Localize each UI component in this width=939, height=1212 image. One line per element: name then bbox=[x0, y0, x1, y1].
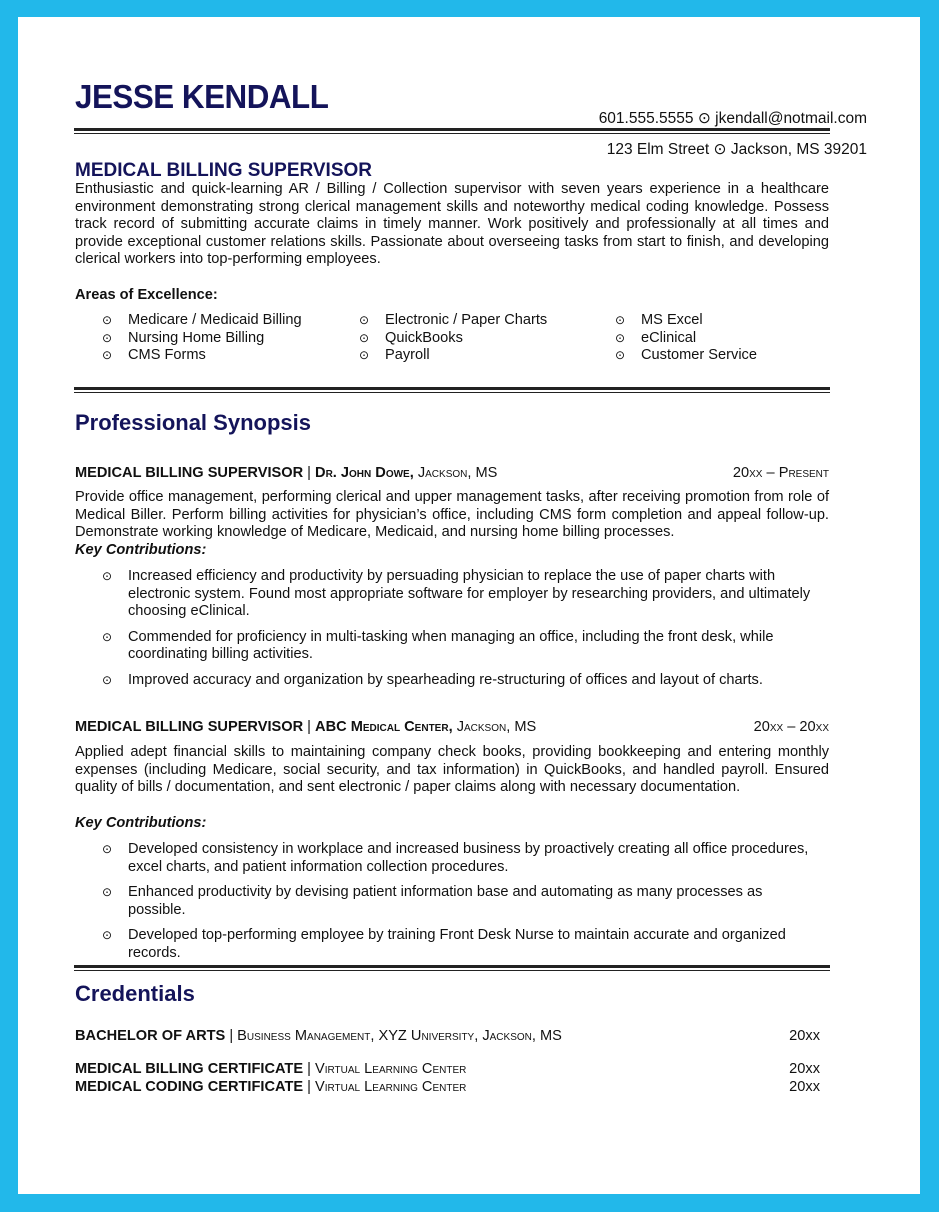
job-dates: 20xx – 20xx bbox=[753, 719, 829, 735]
bullet-icon: ⊙ bbox=[713, 141, 727, 158]
bullet-icon: ⊙ bbox=[101, 629, 113, 644]
contact-line-2 bbox=[607, 140, 867, 159]
employer: ABC Medical Center, bbox=[315, 719, 453, 735]
skill-item: ⊙ Electronic / Paper Charts bbox=[358, 312, 548, 328]
bullet-icon: ⊙ bbox=[697, 110, 711, 127]
email: jkendall@notmail.com bbox=[715, 110, 867, 127]
bullet-icon: ⊙ bbox=[101, 330, 113, 345]
summary-text: Enthusiastic and quick-learning AR / Billing / Collection supervisor with seven years experience in a healthcare environment demonstrating strong clerical management skills and noteworthy medical coding knowledge. Possess track record of submitting accurate claims in timely manner. Work positively and professionally at all times and provide exceptional customer relations skills. Passionate about overseeing tasks from start to finish, and developing clerical workers into top-performing employees. bbox=[75, 181, 829, 268]
contributions-list bbox=[100, 841, 820, 971]
skill-item: ⊙ Payroll bbox=[358, 347, 430, 364]
divider bbox=[74, 387, 830, 393]
divider bbox=[74, 128, 830, 134]
credential-row: BACHELOR OF ARTS | Business Management, XYZ University, Jackson, MS 20xx bbox=[75, 1028, 820, 1044]
list-item: ⊙ Commended for proficiency in multi-tasking when managing an office, including the front desk, while coordinating billing activities. bbox=[101, 628, 774, 663]
divider bbox=[74, 965, 830, 971]
list-item: ⊙ Enhanced productivity by devising patient information base and automating as many processes as possible. bbox=[101, 884, 763, 918]
bullet-icon: ⊙ bbox=[614, 313, 626, 327]
bullet-icon: ⊙ bbox=[101, 672, 113, 687]
summary-title: MEDICAL BILLING SUPERVISOR bbox=[75, 160, 372, 181]
skill-item: ⊙ CMS Forms bbox=[101, 347, 206, 364]
bullet-icon: ⊙ bbox=[358, 348, 370, 363]
city: Jackson, MS 39201 bbox=[730, 141, 867, 158]
skill-item: ⊙ Medicare / Medicaid Billing bbox=[101, 312, 302, 328]
job-header: MEDICAL BILLING SUPERVISOR | ABC Medical Center, Jackson, MS 20xx – 20xx bbox=[75, 719, 829, 735]
list-item: ⊙ Improved accuracy and organization by spearheading re-structuring of offices and layout of charts. bbox=[101, 671, 763, 688]
key-contributions-label: Key Contributions: bbox=[75, 542, 207, 558]
job-title: MEDICAL BILLING SUPERVISOR bbox=[75, 719, 304, 735]
bullet-icon: ⊙ bbox=[614, 330, 626, 345]
employer: Dr. John Dowe, bbox=[315, 465, 414, 481]
areas-label: Areas of Excellence: bbox=[75, 287, 218, 303]
section-heading-synopsis: Professional Synopsis bbox=[75, 410, 311, 435]
bullet-icon: ⊙ bbox=[101, 928, 113, 943]
credential-year: 20xx bbox=[789, 1028, 820, 1044]
bullet-icon: ⊙ bbox=[101, 313, 113, 327]
skill-item: ⊙ QuickBooks bbox=[358, 329, 463, 346]
job-header: MEDICAL BILLING SUPERVISOR | Dr. John Dowe, Jackson, MS 20xx – Present bbox=[75, 465, 829, 481]
credential-row: MEDICAL BILLING CERTIFICATE | Virtual Learning Center 20xx bbox=[75, 1061, 820, 1077]
skill-item: ⊙ eClinical bbox=[614, 329, 697, 346]
job-dates: 20xx – Present bbox=[732, 465, 829, 481]
bullet-icon: ⊙ bbox=[101, 569, 113, 583]
contact-line-1 bbox=[599, 109, 867, 128]
list-item: ⊙ Increased efficiency and productivity by persuading physician to replace the use of paper charts with electronic system. Found most appropriate software for employer by researching providers, and ultimately choosing eClinical. bbox=[101, 568, 811, 620]
section-heading-credentials: Credentials bbox=[75, 981, 195, 1006]
credential-year: 20xx bbox=[789, 1079, 820, 1095]
job-description: Applied adept financial skills to maintaining company check books, providing bookkeeping and entering monthly expenses (including Medicare, social security, and tax information) in QuickBooks, and handled payroll. Ensured quality of bills / documentation, and sent electronic / paper claims along with necessary documentation. bbox=[75, 744, 829, 796]
contributions-list bbox=[100, 568, 820, 698]
bullet-icon: ⊙ bbox=[101, 348, 113, 363]
location: Jackson, MS bbox=[456, 719, 537, 735]
bullet-icon: ⊙ bbox=[101, 885, 113, 900]
list-item: ⊙ Developed consistency in workplace and increased business by proactively creating all office procedures, excel charts, and patient information collection procedures. bbox=[101, 841, 809, 875]
bullet-icon: ⊙ bbox=[614, 348, 626, 363]
credential-row: MEDICAL CODING CERTIFICATE | Virtual Learning Center 20xx bbox=[75, 1079, 820, 1095]
location: Jackson, MS bbox=[417, 465, 498, 481]
skill-item: ⊙ Nursing Home Billing bbox=[101, 329, 265, 346]
list-item: ⊙ Developed top-performing employee by training Front Desk Nurse to maintain accurate and organized records. bbox=[101, 927, 786, 961]
job-description: Provide office management, performing clerical and upper management tasks, after receiving promotion from role of Medical Biller. Perform billing activities for physician’s office, including CMS form completion and appeal follow-up. Demonstrate working knowledge of Medicare, Medicaid, and nursing home billing processes. bbox=[75, 489, 829, 541]
bullet-icon: ⊙ bbox=[358, 330, 370, 345]
street: 123 Elm Street bbox=[606, 141, 710, 158]
job-title: MEDICAL BILLING SUPERVISOR bbox=[75, 465, 304, 481]
key-contributions-label: Key Contributions: bbox=[75, 815, 207, 831]
bullet-icon: ⊙ bbox=[101, 842, 113, 856]
bullet-icon: ⊙ bbox=[358, 313, 370, 327]
skills-grid bbox=[100, 312, 800, 365]
phone: 601.555.5555 bbox=[598, 110, 694, 127]
candidate-name: JESSE KENDALL bbox=[75, 78, 329, 115]
credential-year: 20xx bbox=[789, 1061, 820, 1077]
skill-item: ⊙ Customer Service bbox=[614, 347, 757, 364]
skill-item: ⊙ MS Excel bbox=[614, 312, 703, 328]
